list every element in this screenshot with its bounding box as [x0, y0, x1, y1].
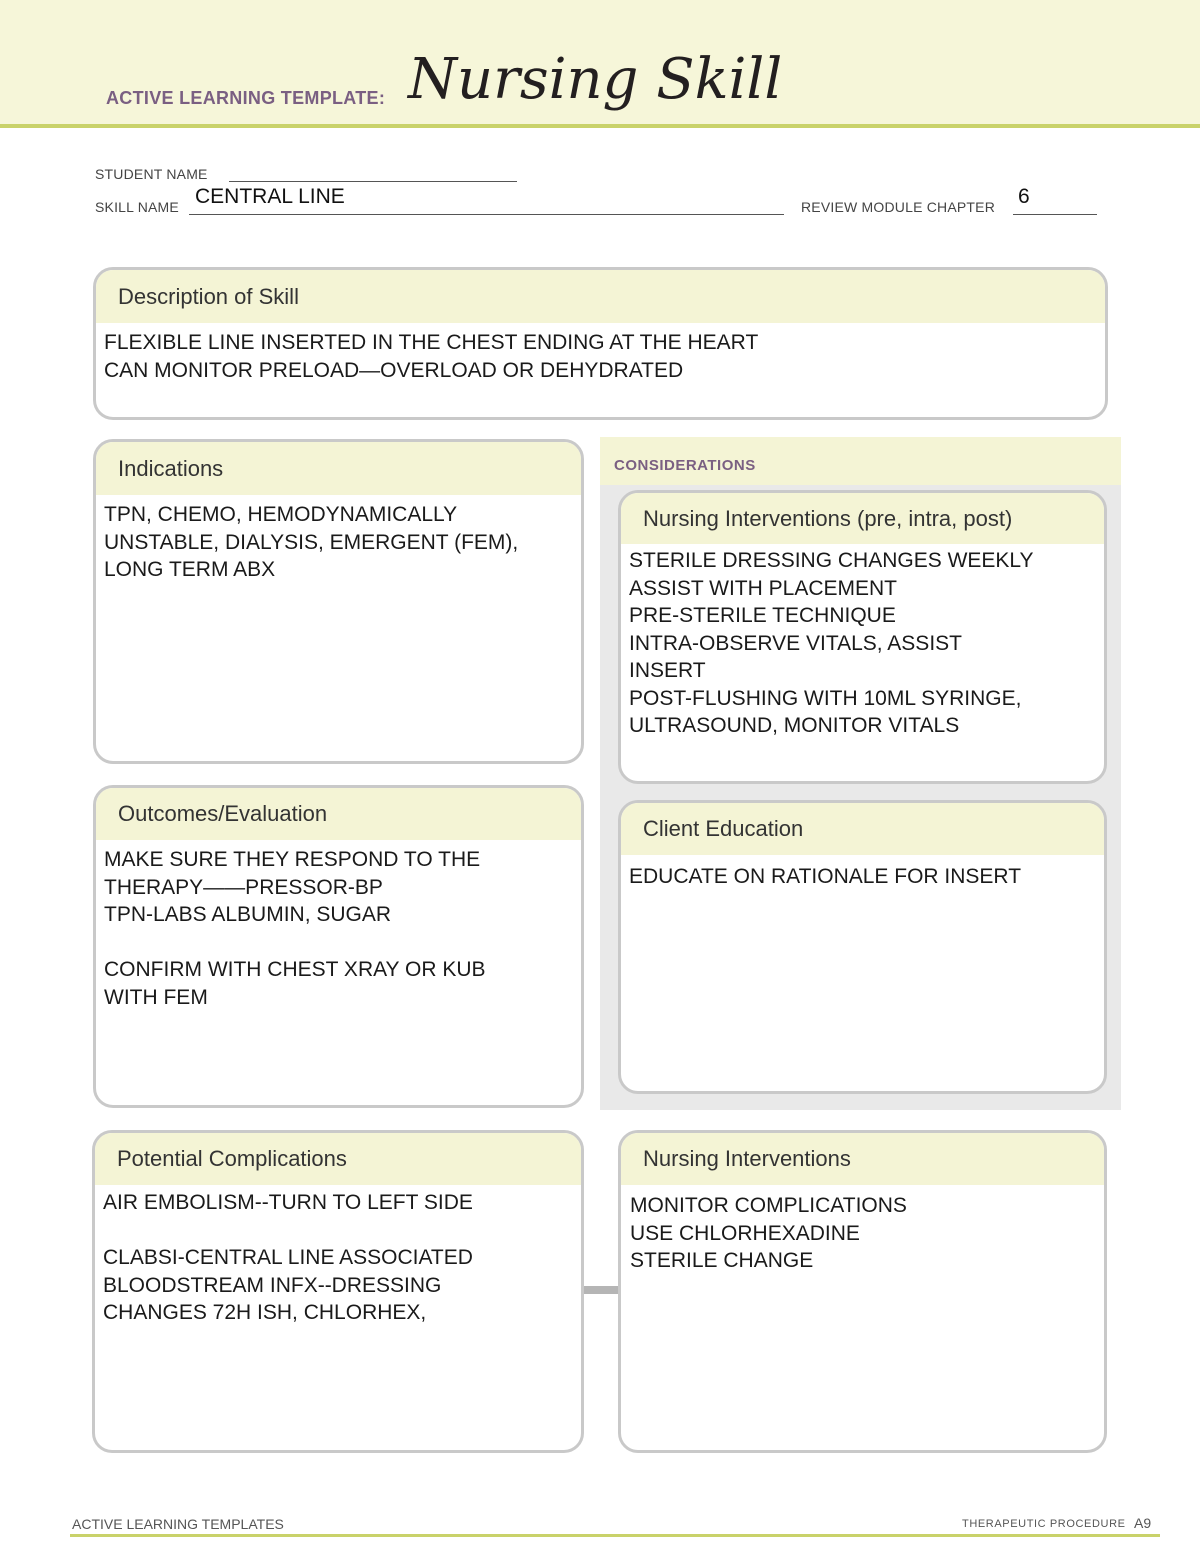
- footer-left: ACTIVE LEARNING TEMPLATES: [72, 1516, 284, 1532]
- footer-right: THERAPEUTIC PROCEDURE: [962, 1518, 1126, 1530]
- nursing-interventions-text[interactable]: MONITOR COMPLICATIONS USE CHLORHEXADINE STERILE CHANGE: [630, 1194, 907, 1272]
- indications-title: Indications: [96, 442, 581, 495]
- complications-box: [92, 1130, 584, 1453]
- footer-line: [70, 1534, 1160, 1537]
- nursing-interventions-box: [618, 1130, 1107, 1453]
- chapter-line[interactable]: [1013, 214, 1097, 215]
- outcomes-box: [93, 785, 584, 1108]
- student-name-line[interactable]: [229, 181, 517, 182]
- skill-name-value[interactable]: CENTRAL LINE: [195, 185, 345, 208]
- outcomes-title: Outcomes/Evaluation: [96, 788, 581, 840]
- description-title: Description of Skill: [96, 270, 1105, 323]
- box-connector: [583, 1286, 620, 1294]
- considerations-label: CONSIDERATIONS: [614, 457, 756, 474]
- nursing-interventions-ppp-box: [618, 490, 1107, 784]
- complications-title: Potential Complications: [95, 1133, 581, 1185]
- outcomes-text[interactable]: MAKE SURE THEY RESPOND TO THE THERAPY——PRESSOR-BP TPN-LABS ALBUMIN, SUGAR CONFIRM WITH CHEST XRAY OR KUB WITH FEM: [104, 848, 486, 1009]
- client-education-text[interactable]: EDUCATE ON RATIONALE FOR INSERT: [629, 865, 1022, 888]
- nursing-interventions-ppp-text[interactable]: STERILE DRESSING CHANGES WEEKLY ASSIST WITH PLACEMENT PRE-STERILE TECHNIQUE INTRA-OBSERVE VITALS, ASSIST INSERT POST-FLUSHING WITH 10ML SYRINGE, ULTRASOUND, MONITOR VITALS: [629, 549, 1034, 737]
- template-title: Nursing Skill: [408, 47, 783, 112]
- skill-name-label: SKILL NAME: [95, 199, 179, 215]
- indications-box: [93, 439, 584, 764]
- client-education-title: Client Education: [621, 803, 1104, 855]
- indications-text[interactable]: TPN, CHEMO, HEMODYNAMICALLY UNSTABLE, DIALYSIS, EMERGENT (FEM), LONG TERM ABX: [104, 503, 519, 581]
- template-label: ACTIVE LEARNING TEMPLATE:: [106, 88, 386, 108]
- footer-page-number: A9: [1134, 1515, 1152, 1531]
- student-name-label: STUDENT NAME: [95, 166, 208, 182]
- nursing-interventions-ppp-title: Nursing Interventions (pre, intra, post): [621, 493, 1104, 544]
- description-text[interactable]: FLEXIBLE LINE INSERTED IN THE CHEST ENDING AT THE HEART CAN MONITOR PRELOAD—OVERLOAD OR DEHYDRATED: [104, 331, 759, 382]
- chapter-value[interactable]: 6: [1018, 185, 1030, 208]
- skill-name-line[interactable]: [189, 214, 784, 215]
- description-box: [93, 267, 1108, 420]
- nursing-interventions-title: Nursing Interventions: [621, 1133, 1104, 1185]
- client-education-box: [618, 800, 1107, 1094]
- chapter-label: REVIEW MODULE CHAPTER: [801, 199, 995, 215]
- complications-text[interactable]: AIR EMBOLISM--TURN TO LEFT SIDE CLABSI-CENTRAL LINE ASSOCIATED BLOODSTREAM INFX--DRESSING CHANGES 72H ISH, CHLORHEX,: [103, 1191, 473, 1324]
